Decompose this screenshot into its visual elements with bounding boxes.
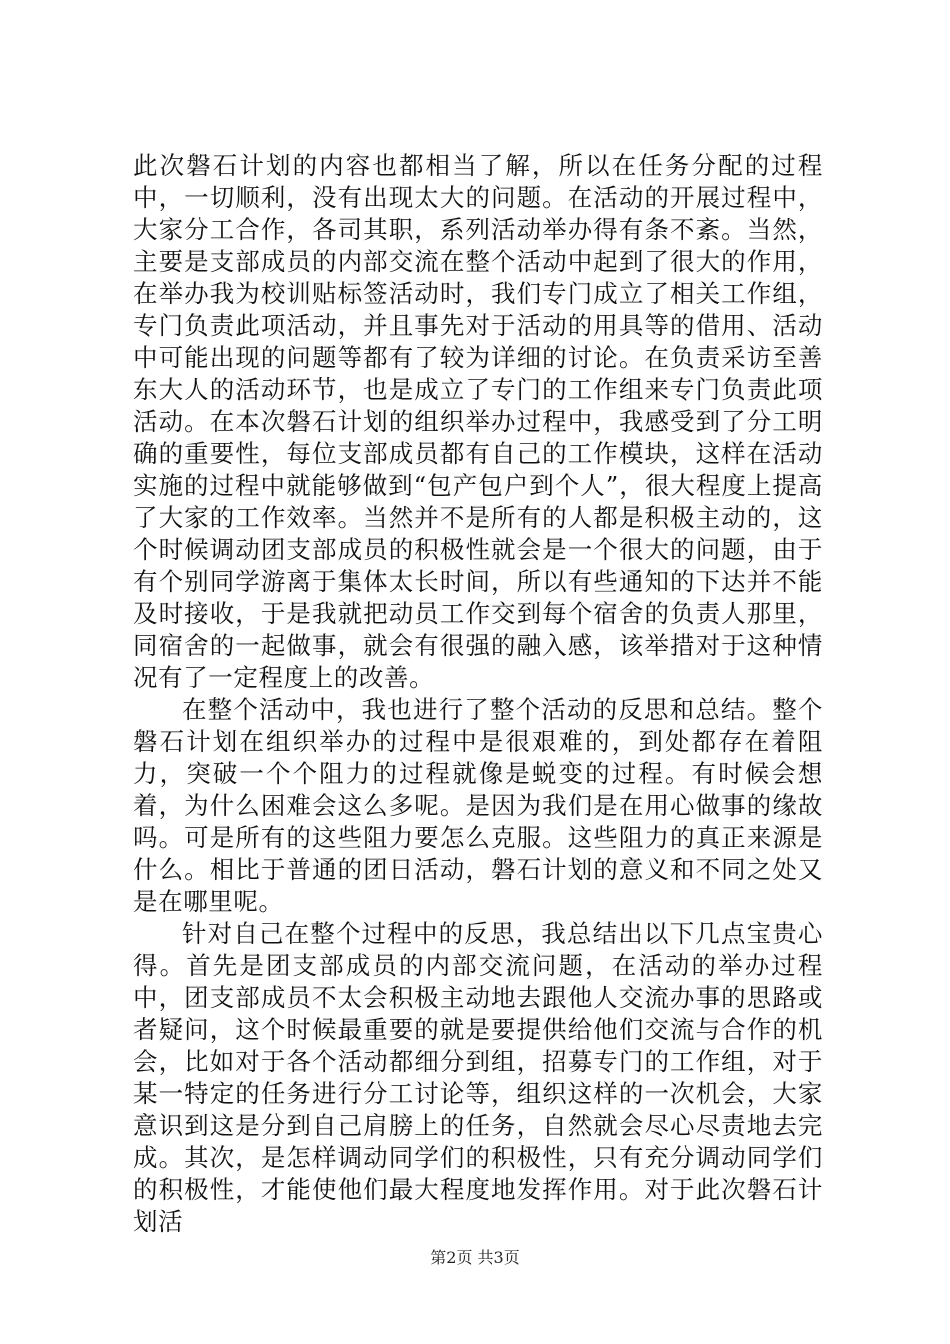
paragraph-1: 此次磐石计划的内容也都相当了解，所以在任务分配的过程中，一切顺利，没有出现太大的问题。在活动的开展过程中，大家分工合作，各司其职，系列活动举办得有条不紊。当然，主要是支部成员的内部交流在整个活动中起到了很大的作用，在举办我为校训贴标签活动时，我们专门成立了相关工作组，专门负责此项活动，并且事先对于活动的用具等的借用、活动中可能出现的问题等都有了较为详细的讨论。在负责采访至善东大人的活动环节，也是成立了专门的工作组来专门负责此项活动。在本次磐石计划的组织举办过程中，我感受到了分工明确的重要性，每位支部成员都有自己的工作模块，这样在活动实施的过程中就能够做到“包产包户到个人”，很大程度上提高了大家的工作效率。当然并不是所有的人都是积极主动的，这个时候调动团支部成员的积极性就会是一个很大的问题，由于有个别同学游离于集体太长时间，所以有些通知的下达并不能及时接收，于是我就把动员工作交到每个宿舍的负责人那里，同宿舍的一起做事，就会有很强的融入感，该举措对于这种情况有了一定程度上的改善。	[133, 151, 823, 692]
document-body	[133, 150, 823, 1238]
paragraph-3: 针对自己在整个过程中的反思，我总结出以下几点宝贵心得。首先是团支部成员的内部交流问题，在活动的举办过程中，团支部成员不太会积极主动地去跟他人交流办事的思路或者疑问，这个时候最重要的就是要提供给他们交流与合作的机会，比如对于各个活动都细分到组，招募专门的工作组，对于某一特定的任务进行分工讨论等，组织这样的一次机会，大家意识到这是分到自己肩膀上的任务，自然就会尽心尽责地去完成。其次，是怎样调动同学们的积极性，只有充分调动同学们的积极性，才能使他们最大程度地发挥作用。对于此次磐石计划活	[133, 919, 823, 1236]
page-number-footer: 第2页 共3页	[430, 1248, 520, 1267]
paragraph-2: 在整个活动中，我也进行了整个活动的反思和总结。整个磐石计划在组织举办的过程中是很艰难的，到处都存在着阻力，突破一个个阻力的过程就像是蜕变的过程。有时候会想着，为什么困难会这么多呢。是因为我们是在用心做事的缘故吗。可是所有的这些阻力要怎么克服。这些阻力的真正来源是什么。相比于普通的团日活动，磐石计划的意义和不同之处又是在哪里呢。	[133, 695, 823, 916]
